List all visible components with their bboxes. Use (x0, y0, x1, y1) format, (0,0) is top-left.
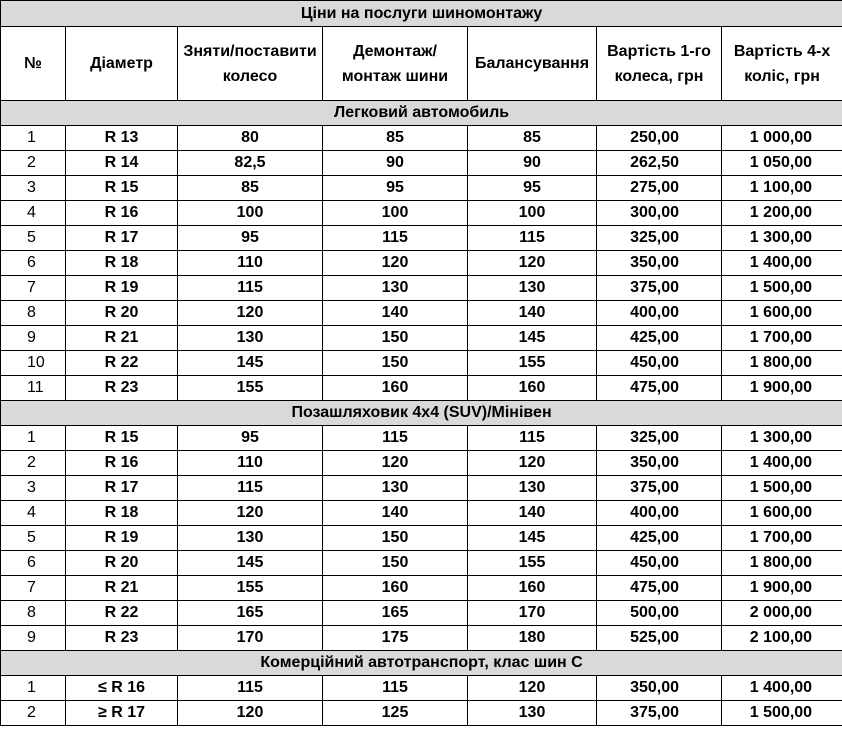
cell-cost1: 425,00 (597, 326, 722, 351)
cell-num: 4 (1, 201, 66, 226)
cell-diameter: R 14 (66, 151, 178, 176)
cell-remove: 120 (178, 501, 323, 526)
cell-num: 8 (1, 601, 66, 626)
cell-diameter: R 17 (66, 226, 178, 251)
cell-cost4: 1 050,00 (722, 151, 842, 176)
cell-cost1: 350,00 (597, 251, 722, 276)
cell-diameter: R 15 (66, 176, 178, 201)
cell-cost1: 375,00 (597, 476, 722, 501)
cell-cost1: 325,00 (597, 426, 722, 451)
cell-diameter: R 22 (66, 601, 178, 626)
cell-balance: 130 (468, 476, 597, 501)
cell-mount: 120 (323, 451, 468, 476)
cell-diameter: R 18 (66, 501, 178, 526)
cell-cost1: 375,00 (597, 701, 722, 726)
cell-num: 1 (1, 126, 66, 151)
cell-cost1: 350,00 (597, 451, 722, 476)
cell-diameter: R 18 (66, 251, 178, 276)
cell-mount: 90 (323, 151, 468, 176)
cell-num: 9 (1, 326, 66, 351)
cell-diameter: ≤ R 16 (66, 676, 178, 701)
cell-remove: 130 (178, 526, 323, 551)
cell-cost4: 1 800,00 (722, 351, 842, 376)
cell-diameter: R 19 (66, 276, 178, 301)
cell-cost1: 450,00 (597, 351, 722, 376)
cell-mount: 120 (323, 251, 468, 276)
cell-mount: 150 (323, 526, 468, 551)
cell-cost4: 1 600,00 (722, 301, 842, 326)
table-row (1, 301, 842, 326)
cell-cost4: 1 400,00 (722, 251, 842, 276)
cell-balance: 145 (468, 326, 597, 351)
cell-num: 5 (1, 526, 66, 551)
cell-balance: 130 (468, 701, 597, 726)
cell-balance: 95 (468, 176, 597, 201)
cell-remove: 155 (178, 576, 323, 601)
cell-num: 10 (1, 351, 66, 376)
cell-balance: 120 (468, 676, 597, 701)
cell-cost1: 525,00 (597, 626, 722, 651)
header-remove: Зняти/поставити колесо (178, 27, 323, 101)
cell-cost4: 1 800,00 (722, 551, 842, 576)
cell-diameter: ≥ R 17 (66, 701, 178, 726)
cell-remove: 115 (178, 276, 323, 301)
cell-diameter: R 23 (66, 626, 178, 651)
cell-balance: 120 (468, 451, 597, 476)
cell-num: 6 (1, 251, 66, 276)
cell-mount: 160 (323, 576, 468, 601)
cell-num: 11 (1, 376, 66, 401)
table-row (1, 151, 842, 176)
table-row (1, 201, 842, 226)
cell-balance: 145 (468, 526, 597, 551)
table-row (1, 326, 842, 351)
cell-balance: 100 (468, 201, 597, 226)
cell-diameter: R 20 (66, 301, 178, 326)
cell-num: 3 (1, 476, 66, 501)
cell-cost1: 375,00 (597, 276, 722, 301)
table-row (1, 626, 842, 651)
cell-num: 2 (1, 451, 66, 476)
table-row (1, 476, 842, 501)
cell-num: 5 (1, 226, 66, 251)
section-title: Позашляховик 4x4 (SUV)/Мінівен (1, 401, 842, 426)
cell-mount: 115 (323, 676, 468, 701)
cell-balance: 140 (468, 301, 597, 326)
cell-cost1: 300,00 (597, 201, 722, 226)
cell-balance: 180 (468, 626, 597, 651)
cell-mount: 150 (323, 551, 468, 576)
cell-remove: 82,5 (178, 151, 323, 176)
cell-cost1: 275,00 (597, 176, 722, 201)
header-num: № (1, 27, 66, 101)
cell-num: 3 (1, 176, 66, 201)
cell-diameter: R 22 (66, 351, 178, 376)
cell-remove: 130 (178, 326, 323, 351)
cell-diameter: R 19 (66, 526, 178, 551)
cell-mount: 115 (323, 426, 468, 451)
cell-balance: 155 (468, 551, 597, 576)
cell-num: 2 (1, 701, 66, 726)
cell-cost1: 475,00 (597, 376, 722, 401)
cell-cost4: 1 700,00 (722, 326, 842, 351)
table-row (1, 576, 842, 601)
cell-cost1: 262,50 (597, 151, 722, 176)
cell-diameter: R 17 (66, 476, 178, 501)
cell-mount: 100 (323, 201, 468, 226)
header-diameter: Діаметр (66, 27, 178, 101)
header-cost1: Вартість 1-го колеса, грн (597, 27, 722, 101)
cell-mount: 140 (323, 501, 468, 526)
cell-cost4: 1 400,00 (722, 676, 842, 701)
header-row (1, 27, 842, 101)
cell-remove: 115 (178, 676, 323, 701)
section-title: Комерційний автотранспорт, клас шин С (1, 651, 842, 676)
cell-mount: 165 (323, 601, 468, 626)
table-row (1, 226, 842, 251)
cell-cost1: 475,00 (597, 576, 722, 601)
cell-num: 9 (1, 626, 66, 651)
cell-cost4: 1 200,00 (722, 201, 842, 226)
cell-cost1: 450,00 (597, 551, 722, 576)
cell-remove: 170 (178, 626, 323, 651)
cell-remove: 120 (178, 301, 323, 326)
cell-balance: 155 (468, 351, 597, 376)
cell-balance: 130 (468, 276, 597, 301)
cell-balance: 115 (468, 226, 597, 251)
cell-balance: 85 (468, 126, 597, 151)
cell-remove: 85 (178, 176, 323, 201)
header-mount: Демонтаж/ монтаж шини (323, 27, 468, 101)
cell-mount: 150 (323, 351, 468, 376)
cell-remove: 115 (178, 476, 323, 501)
cell-remove: 165 (178, 601, 323, 626)
cell-cost4: 2 000,00 (722, 601, 842, 626)
table-row (1, 601, 842, 626)
cell-num: 1 (1, 426, 66, 451)
cell-cost4: 1 100,00 (722, 176, 842, 201)
section-row (1, 401, 842, 426)
section-row (1, 101, 842, 126)
cell-cost4: 1 400,00 (722, 451, 842, 476)
cell-cost1: 425,00 (597, 526, 722, 551)
cell-cost4: 1 900,00 (722, 376, 842, 401)
cell-cost1: 400,00 (597, 501, 722, 526)
cell-num: 2 (1, 151, 66, 176)
cell-diameter: R 16 (66, 201, 178, 226)
cell-mount: 130 (323, 476, 468, 501)
cell-num: 7 (1, 576, 66, 601)
cell-remove: 145 (178, 551, 323, 576)
cell-remove: 110 (178, 451, 323, 476)
table-row (1, 176, 842, 201)
cell-cost4: 1 500,00 (722, 276, 842, 301)
table-row (1, 126, 842, 151)
cell-diameter: R 15 (66, 426, 178, 451)
table-row (1, 251, 842, 276)
cell-remove: 80 (178, 126, 323, 151)
cell-diameter: R 21 (66, 326, 178, 351)
cell-balance: 115 (468, 426, 597, 451)
cell-mount: 140 (323, 301, 468, 326)
cell-num: 4 (1, 501, 66, 526)
cell-cost1: 250,00 (597, 126, 722, 151)
cell-balance: 160 (468, 376, 597, 401)
table-row (1, 526, 842, 551)
cell-mount: 130 (323, 276, 468, 301)
cell-mount: 150 (323, 326, 468, 351)
cell-mount: 125 (323, 701, 468, 726)
cell-cost1: 325,00 (597, 226, 722, 251)
table-row (1, 701, 842, 726)
cell-balance: 120 (468, 251, 597, 276)
table-row (1, 426, 842, 451)
cell-mount: 85 (323, 126, 468, 151)
cell-num: 8 (1, 301, 66, 326)
cell-mount: 175 (323, 626, 468, 651)
cell-remove: 110 (178, 251, 323, 276)
cell-num: 7 (1, 276, 66, 301)
cell-diameter: R 21 (66, 576, 178, 601)
table-row (1, 276, 842, 301)
cell-diameter: R 13 (66, 126, 178, 151)
title-row (1, 1, 842, 27)
section-row (1, 651, 842, 676)
cell-cost4: 1 700,00 (722, 526, 842, 551)
table-row (1, 351, 842, 376)
cell-remove: 120 (178, 701, 323, 726)
table-row (1, 451, 842, 476)
cell-balance: 170 (468, 601, 597, 626)
table-row (1, 501, 842, 526)
cell-cost1: 350,00 (597, 676, 722, 701)
header-cost4: Вартість 4-х коліс, грн (722, 27, 842, 101)
cell-cost4: 1 500,00 (722, 701, 842, 726)
cell-cost4: 1 300,00 (722, 226, 842, 251)
section-title: Легковий автомобиль (1, 101, 842, 126)
cell-diameter: R 23 (66, 376, 178, 401)
cell-diameter: R 20 (66, 551, 178, 576)
cell-cost4: 1 300,00 (722, 426, 842, 451)
table-title: Ціни на послуги шиномонтажу (1, 1, 842, 27)
cell-remove: 100 (178, 201, 323, 226)
cell-cost4: 1 000,00 (722, 126, 842, 151)
cell-num: 6 (1, 551, 66, 576)
cell-mount: 95 (323, 176, 468, 201)
cell-cost4: 1 600,00 (722, 501, 842, 526)
cell-balance: 160 (468, 576, 597, 601)
cell-mount: 115 (323, 226, 468, 251)
cell-num: 1 (1, 676, 66, 701)
table-row (1, 551, 842, 576)
cell-cost1: 500,00 (597, 601, 722, 626)
cell-cost1: 400,00 (597, 301, 722, 326)
cell-balance: 90 (468, 151, 597, 176)
table-row (1, 676, 842, 701)
cell-cost4: 1 900,00 (722, 576, 842, 601)
cell-cost4: 2 100,00 (722, 626, 842, 651)
cell-remove: 155 (178, 376, 323, 401)
cell-remove: 95 (178, 426, 323, 451)
cell-remove: 95 (178, 226, 323, 251)
cell-remove: 145 (178, 351, 323, 376)
header-balance: Балансування (468, 27, 597, 101)
cell-mount: 160 (323, 376, 468, 401)
table-row (1, 376, 842, 401)
cell-cost4: 1 500,00 (722, 476, 842, 501)
cell-diameter: R 16 (66, 451, 178, 476)
cell-balance: 140 (468, 501, 597, 526)
